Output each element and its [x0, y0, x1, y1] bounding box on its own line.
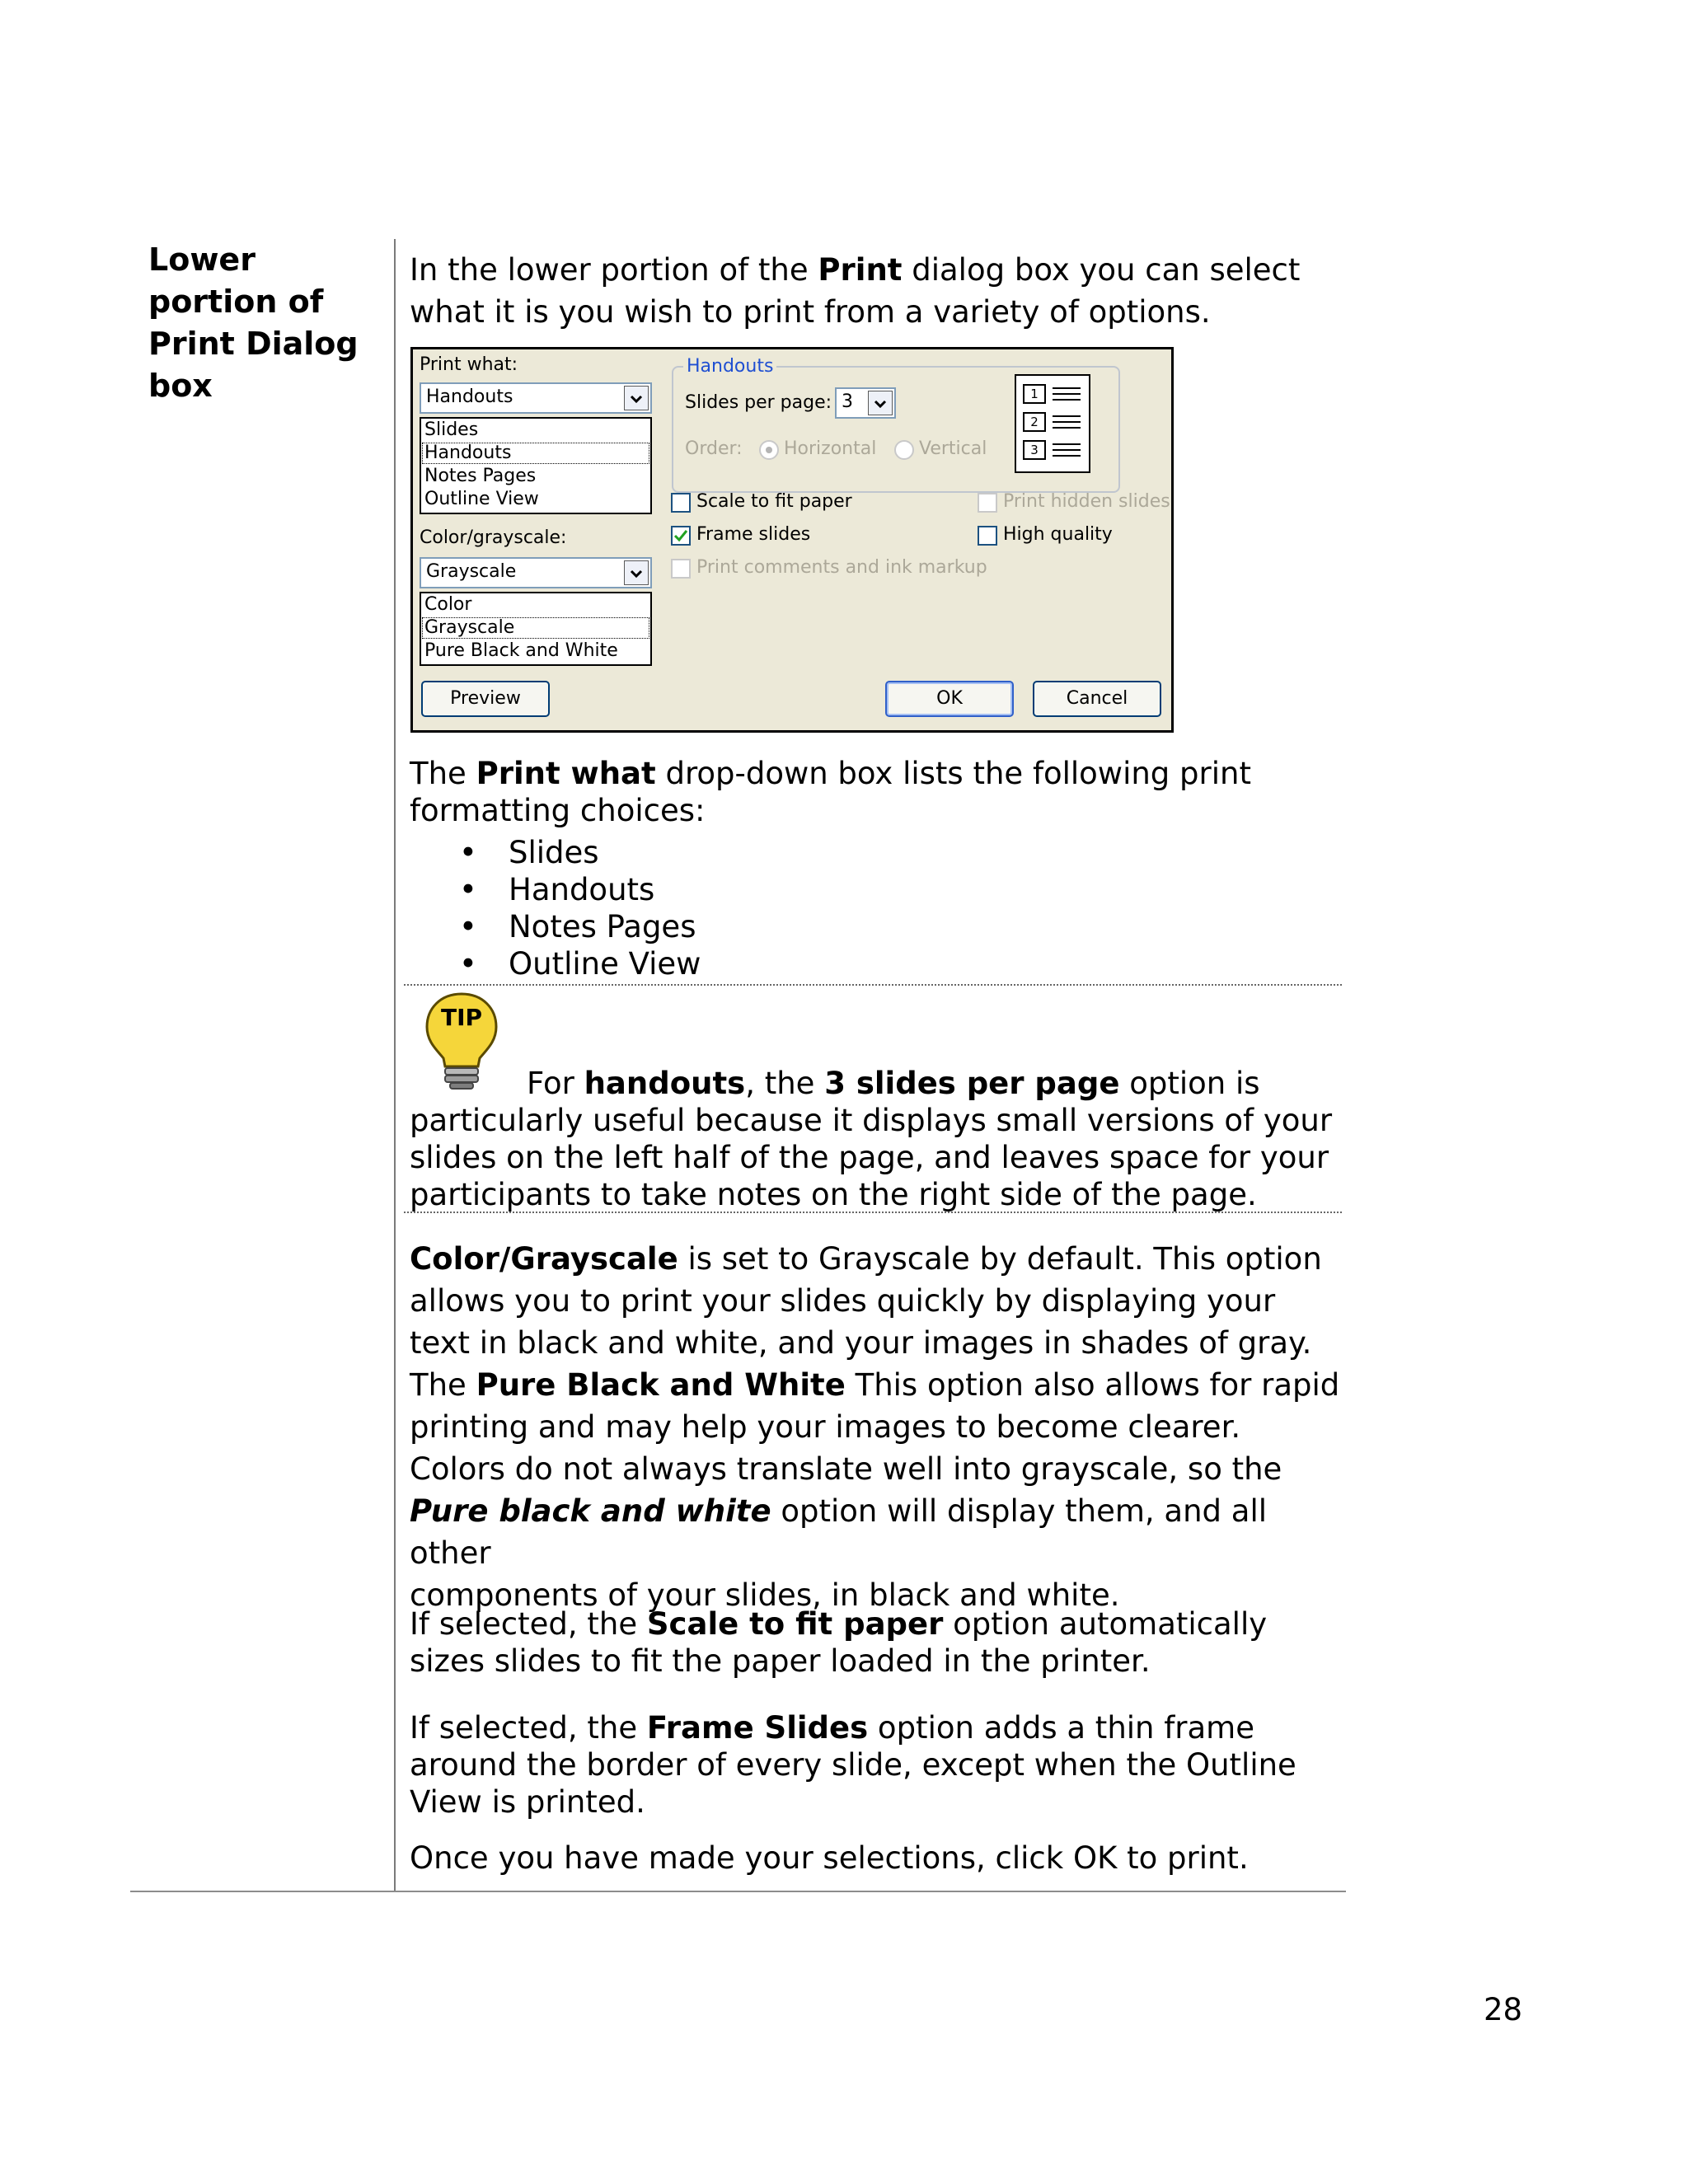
chevron-down-icon[interactable] [624, 386, 649, 410]
paragraph-text: sizes slides to fit the paper loaded in the printer. [410, 1643, 1151, 1679]
paragraph-text: drop-down box lists the following print [655, 756, 1251, 791]
print-what-option[interactable]: Outline View [424, 489, 539, 509]
tip-top-divider [404, 984, 1342, 986]
frame-slides-paragraph [410, 1709, 1341, 1821]
bullet-icon: • [459, 835, 477, 870]
print-what-list [420, 417, 652, 514]
slides-per-page-value: 3 [842, 391, 853, 412]
paragraph-text: The [410, 756, 476, 791]
print-what-option[interactable]: Notes Pages [424, 466, 537, 486]
preview-slide-row [1023, 412, 1085, 434]
paragraph-bold: Color/Grayscale [410, 1241, 678, 1277]
color-option[interactable]: Pure Black and White [424, 640, 618, 661]
paragraph-bold: Scale to fit paper [646, 1606, 944, 1642]
paragraph-text: components of your slides, in black and white. [410, 1577, 1120, 1613]
bullet-icon: • [459, 909, 477, 944]
paragraph-text: option adds a thin frame [868, 1710, 1254, 1746]
print-choices-list [410, 834, 904, 982]
print-what-paragraph [410, 755, 1341, 829]
chevron-down-icon[interactable] [624, 560, 649, 585]
paragraph-bold: Print what [476, 756, 656, 791]
tip-text: option is [1119, 1066, 1260, 1101]
slides-per-page-label: Slides per page: [685, 392, 832, 413]
section-label-line: Print Dialog [148, 326, 359, 362]
paragraph-text: printing and may help your images to become clearer. [410, 1409, 1241, 1445]
intro-bold: Print [818, 252, 903, 288]
scale-to-fit-paragraph [410, 1605, 1341, 1680]
bullet-icon: • [459, 872, 477, 907]
cancel-button[interactable]: Cancel [1033, 681, 1161, 717]
tip-paragraph [410, 1065, 1341, 1213]
paragraph-text: View is printed. [410, 1784, 645, 1820]
list-item-text: Outline View [509, 946, 701, 982]
color-grayscale-list [420, 592, 652, 666]
slides-per-page-dropdown[interactable] [835, 387, 896, 419]
horizontal-radio[interactable] [759, 440, 779, 460]
horizontal-label: Horizontal [784, 438, 877, 459]
list-item-text: Handouts [509, 872, 655, 907]
frame-slides-label: Frame slides [696, 524, 811, 545]
preview-slide-row [1023, 440, 1085, 462]
tip-bold: 3 slides per page [824, 1066, 1120, 1101]
list-item-text: Slides [509, 835, 599, 870]
preview-slide-number: 2 [1023, 412, 1046, 432]
print-hidden-slides-checkbox[interactable] [978, 493, 997, 513]
bullet-icon: • [459, 946, 477, 982]
tip-text: slides on the left half of the page, and leaves space for your [410, 1140, 1329, 1175]
preview-slide-row [1023, 384, 1085, 405]
print-comments-label: Print comments and ink markup [696, 557, 987, 578]
paragraph-text: If selected, the [410, 1606, 647, 1642]
print-dialog-screenshot [410, 347, 1174, 733]
color-grayscale-dropdown[interactable] [420, 557, 652, 588]
tip-icon-text: TIP [440, 1004, 483, 1031]
frame-slides-checkbox[interactable] [671, 526, 691, 546]
print-what-option[interactable]: Slides [424, 419, 479, 440]
section-label-line: Lower [148, 241, 256, 278]
paragraph-bold: Pure Black and White [476, 1367, 846, 1403]
ok-button[interactable]: OK [885, 681, 1014, 717]
preview-button[interactable]: Preview [421, 681, 550, 717]
paragraph-text: If selected, the [410, 1710, 647, 1746]
list-item [410, 945, 904, 982]
paragraph-text: formatting choices: [410, 793, 706, 828]
vertical-label: Vertical [919, 438, 987, 459]
color-grayscale-value: Grayscale [426, 561, 517, 582]
paragraph-text: option will display them, and all other [410, 1493, 1268, 1571]
handouts-group-title: Handouts [683, 356, 776, 377]
paragraph-text: The [410, 1367, 476, 1403]
table-bottom-rule [130, 1891, 1346, 1892]
print-what-dropdown[interactable] [420, 382, 652, 414]
section-label [148, 239, 379, 407]
tip-text: particularly useful because it displays small versions of your [410, 1103, 1333, 1138]
list-item-text: Notes Pages [509, 909, 696, 944]
paragraph-text: option automatically [943, 1606, 1268, 1642]
handout-layout-preview [1015, 374, 1090, 473]
list-item [410, 871, 904, 908]
intro-paragraph [410, 249, 1341, 333]
section-label-line: box [148, 368, 213, 404]
intro-text: In the lower portion of the [410, 252, 818, 288]
print-what-option[interactable]: Handouts [421, 442, 650, 465]
color-option[interactable]: Grayscale [421, 616, 650, 640]
vertical-radio[interactable] [894, 440, 914, 460]
scale-to-fit-checkbox[interactable] [671, 493, 691, 513]
tip-text: For [527, 1066, 584, 1101]
tip-text: , the [745, 1066, 825, 1101]
order-label: Order: [685, 438, 743, 459]
intro-text: dialog box you can select [902, 252, 1301, 288]
paragraph-bold: Frame Slides [646, 1710, 869, 1746]
final-paragraph: Once you have made your selections, click OK to print. [410, 1840, 1249, 1876]
list-item [410, 908, 904, 945]
paragraph-text: is set to Grayscale by default. This option [678, 1241, 1322, 1277]
paragraph-text: This option also allows for rapid [845, 1367, 1340, 1403]
print-what-value: Handouts [426, 387, 513, 407]
paragraph-text: text in black and white, and your images in shades of gray. [410, 1325, 1312, 1361]
section-label-line: portion of [148, 284, 324, 320]
print-hidden-slides-label: Print hidden slides [1003, 491, 1170, 512]
color-option[interactable]: Color [424, 594, 472, 615]
paragraph-text: around the border of every slide, except when the Outline [410, 1747, 1296, 1783]
scale-to-fit-label: Scale to fit paper [696, 491, 852, 512]
column-divider [394, 239, 396, 1892]
page-number: 28 [1484, 1992, 1523, 2027]
checkmark-icon [673, 527, 689, 544]
print-what-label: Print what: [420, 354, 518, 375]
intro-text: what it is you wish to print from a variety of options. [410, 294, 1211, 330]
paragraph-bold-italic: Pure black and white [410, 1493, 771, 1529]
preview-slide-number: 3 [1023, 440, 1046, 460]
paragraph-text: allows you to print your slides quickly by displaying your [410, 1283, 1276, 1319]
print-comments-checkbox[interactable] [671, 559, 691, 579]
color-grayscale-paragraph [410, 1238, 1341, 1616]
list-item [410, 834, 904, 871]
color-grayscale-label: Color/grayscale: [420, 527, 567, 548]
paragraph-text: Colors do not always translate well into grayscale, so the [410, 1451, 1282, 1487]
high-quality-label: High quality [1003, 524, 1113, 545]
chevron-down-icon[interactable] [868, 391, 893, 415]
high-quality-checkbox[interactable] [978, 526, 997, 546]
tip-bold: handouts [584, 1066, 746, 1101]
preview-slide-number: 1 [1023, 384, 1046, 404]
tip-bottom-divider [404, 1212, 1342, 1213]
tip-text: participants to take notes on the right side of the page. [410, 1177, 1257, 1212]
